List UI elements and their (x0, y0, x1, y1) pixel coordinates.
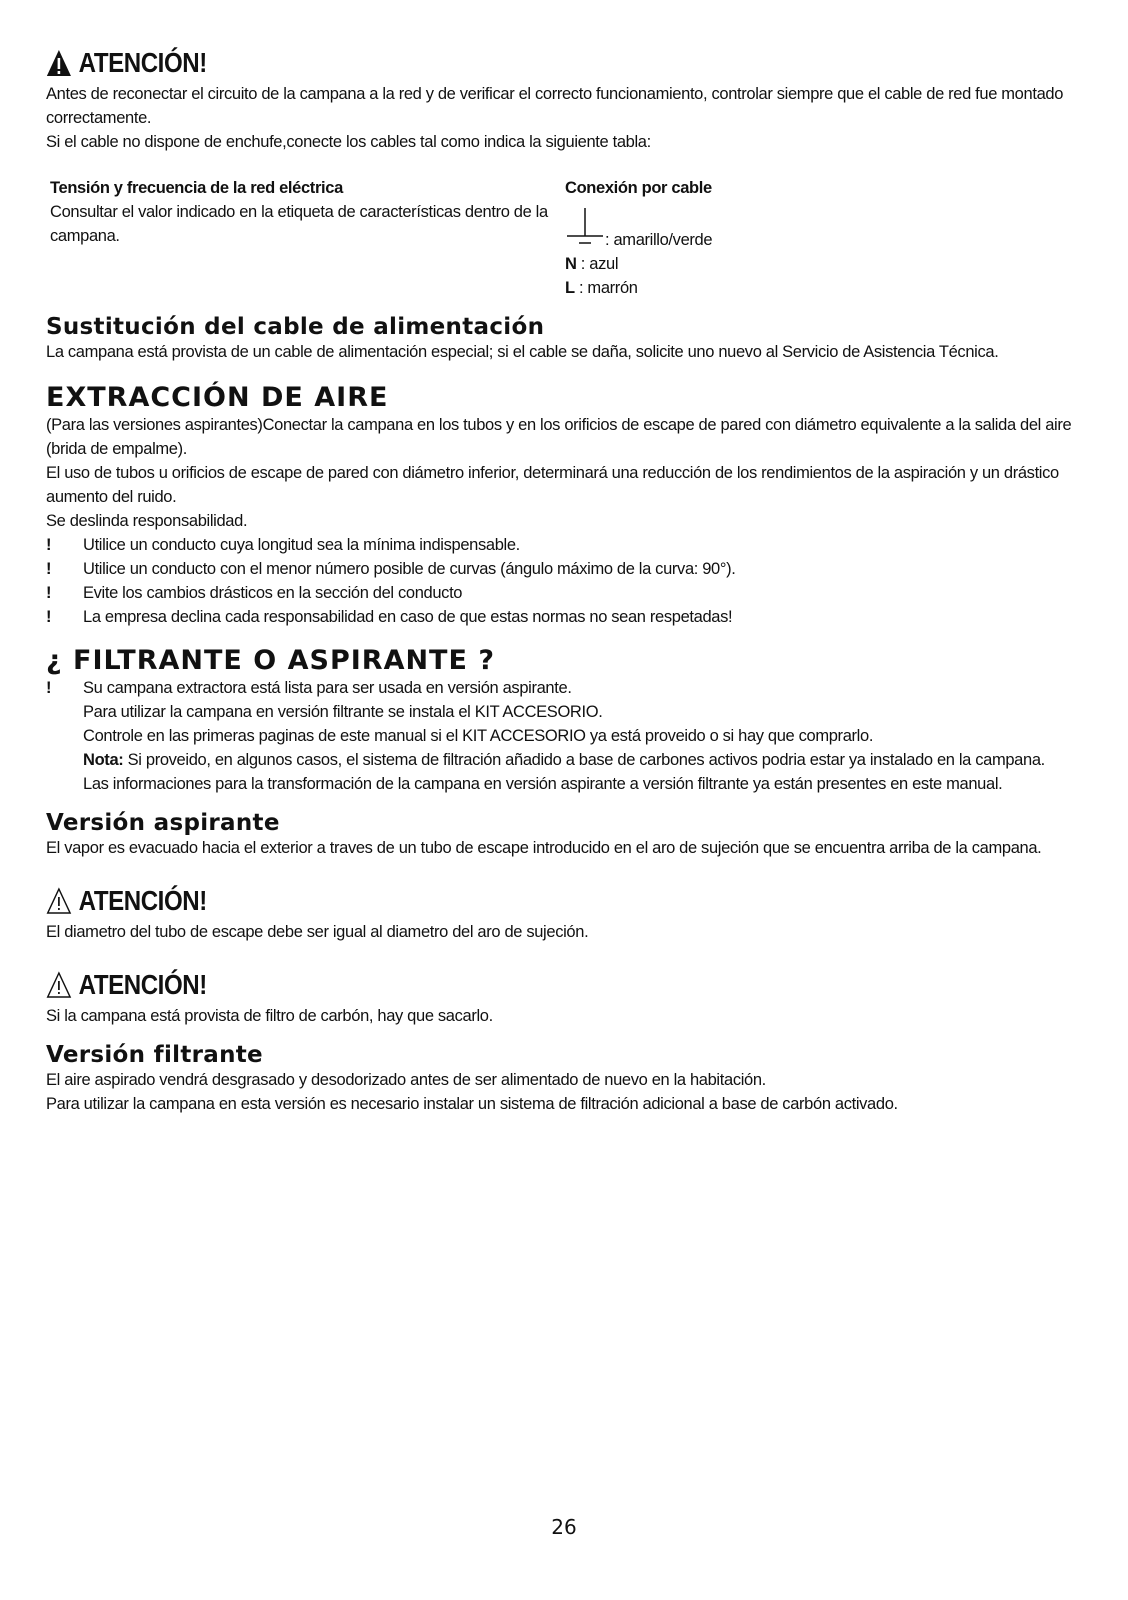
warning-outline-icon (46, 971, 72, 999)
paragraph: Para utilizar la campana en esta versión es necesario instalar un sistema de filtración adicional a base de carbón activado. (46, 1095, 898, 1113)
paragraph: La campana está provista de un cable de alimentación especial; si el cable se daña, solicite uno nuevo al Servicio de Asistencia Técnica. (46, 343, 999, 361)
ground-icon (565, 206, 605, 252)
connection-table (46, 176, 1086, 300)
paragraph: Para utilizar la campana en versión filtrante se instala el KIT ACCESORIO. (83, 703, 603, 721)
list-item: ! Utilice un conducto con el menor número posible de curvas (ángulo máximo de la curva: 90°). (46, 560, 736, 578)
section-title: ¿ FILTRANTE O ASPIRANTE ? (46, 645, 495, 676)
document-page (46, 44, 1086, 1116)
page-number: 26 (551, 1515, 577, 1539)
table-header: Tensión y frecuencia de la red eléctrica (50, 179, 343, 197)
section-title: Versión aspirante (46, 810, 280, 836)
paragraph: Antes de reconectar el circuito de la campana a la red y de verificar el correcto funcionamiento, controlar siempre que el cable de red fue montado correctamente. (46, 85, 1064, 127)
attention-heading: ATENCIÓN! (46, 882, 940, 920)
paragraph: El diametro del tubo de escape debe ser igual al diametro del aro de sujeción. (46, 923, 589, 941)
table-header: Conexión por cable (565, 179, 712, 197)
warning-outline-icon (46, 887, 72, 915)
paragraph: Se deslinda responsabilidad. (46, 512, 248, 530)
attention-heading: ATENCIÓN! (46, 44, 940, 82)
neutral-row: N : azul (565, 255, 619, 273)
paragraph: Si el cable no dispone de enchufe,conecte los cables tal como indica la siguiente tabla: (46, 133, 651, 151)
table-column (46, 176, 565, 300)
live-row: L : marrón (565, 279, 638, 297)
section-title: EXTRACCIÓN DE AIRE (46, 382, 389, 413)
paragraph: Controle en las primeras paginas de este manual si el KIT ACCESORIO ya está proveido o si hay que comprarlo. (83, 727, 874, 745)
attention-heading: ATENCIÓN! (46, 966, 940, 1004)
paragraph: (Para las versiones aspirantes)Conectar la campana en los tubos y en los orificios de escape de pared con diámetro equivalente a la salida del aire (brida de empalme). (46, 416, 1072, 458)
paragraph: Las informaciones para la transformación de la campana en versión aspirante a versión filtrante ya están presentes en este manual. (83, 775, 1003, 793)
list-item: ! Evite los cambios drásticos en la sección del conducto (46, 584, 463, 602)
paragraph: El aire aspirado vendrá desgrasado y desodorizado antes de ser alimentado de nuevo en la habitación. (46, 1071, 766, 1089)
paragraph: El vapor es evacuado hacia el exterior a traves de un tubo de escape introducido en el aro de sujeción que se encuentra arriba de la campana. (46, 839, 1042, 857)
paragraph: Si la campana está provista de filtro de carbón, hay que sacarlo. (46, 1007, 493, 1025)
section-title: Versión filtrante (46, 1042, 263, 1068)
note-paragraph: Nota: Si proveido, en algunos casos, el sistema de filtración añadido a base de carbones activos podria estar ya instalado en la campana. (83, 751, 1045, 769)
table-column (565, 176, 965, 300)
table-cell: Consultar el valor indicado en la etiqueta de características dentro de la campana. (50, 203, 548, 245)
warning-filled-icon (46, 49, 72, 77)
list-item: ! Utilice un conducto cuya longitud sea la mínima indispensable. (46, 536, 520, 554)
list-item: ! La empresa declina cada responsabilidad en caso de que estas normas no sean respetadas! (46, 608, 733, 626)
ground-row: : amarillo/verde (565, 200, 965, 252)
list-item: ! Su campana extractora está lista para ser usada en versión aspirante. (46, 679, 572, 697)
section-title: Sustitución del cable de alimentación (46, 314, 545, 340)
paragraph: El uso de tubos u orificios de escape de pared con diámetro inferior, determinará una reducción de los rendimientos de la aspiración y un drástico aumento del ruido. (46, 464, 1059, 506)
